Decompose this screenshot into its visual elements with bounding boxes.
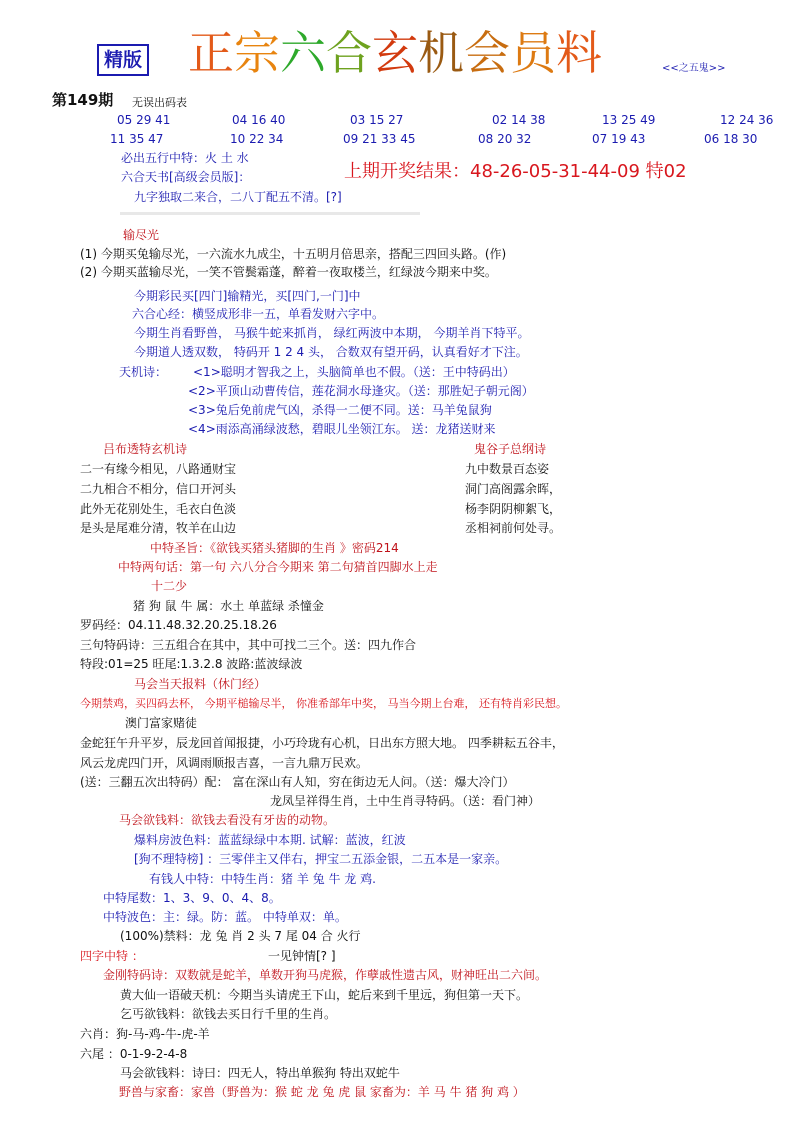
tianshu-label: 六合天书[高级会员版]： xyxy=(121,170,251,184)
title-char: 宗 xyxy=(234,26,280,80)
text-line: 中特波色：主：绿。防：蓝。 中特单双：单。 xyxy=(103,910,347,924)
text-line: 金蛇狂午升平岁，辰龙回首闻报捷，小巧玲珑有心机，日出东方照大地。 四季耕耘五谷丰， xyxy=(80,736,564,750)
faint-rule xyxy=(120,212,420,215)
code-group: 04 16 40 xyxy=(232,113,286,127)
text-line: 爆料房波色料：蓝蓝绿绿中本期. 试解：蓝波，红波 xyxy=(134,833,406,847)
text-line: 三句特码诗：三五组合在其中，其中可找二三个。送：四九作合 xyxy=(80,638,417,652)
tianji-line: <1>聪明才智我之上，头脑简单也不假。（送：王中特码出） xyxy=(193,365,515,379)
poem-right-line: 丞相祠前何处寻。 xyxy=(465,521,562,535)
poem-right-line: 杨李阴阴柳絮飞， xyxy=(465,502,562,516)
code-group: 08 20 32 xyxy=(478,132,532,146)
page-title xyxy=(188,26,602,80)
page-subtitle: <<之五鬼>> xyxy=(662,63,726,74)
title-char: 正 xyxy=(188,26,234,80)
tianshu-text: 九字独取二来合，二八丁配五不清。[?] xyxy=(134,190,342,204)
text-line: 野兽与家畜：家兽（野兽为：猴 蛇 龙 兔 虎 鼠 家畜为：羊 马 牛 猪 狗 鸡 ） xyxy=(119,1085,525,1099)
text-line: 龙凤呈祥得生肖，土中生肖寻特码。（送：看门神） xyxy=(270,794,541,808)
code-group: 12 24 36 xyxy=(720,113,774,127)
poem-left-title: 吕布透特玄机诗 xyxy=(103,442,188,456)
aomen-title: 澳门富家赌徒 xyxy=(125,716,198,730)
title-char: 六 xyxy=(280,26,326,80)
text-line: 金刚特码诗：双数就是蛇羊，单数开狗马虎猴，作孽戚性遗古风，财神旺出二六间。 xyxy=(103,968,548,982)
poem-left-line: 是头是尾难分清，牧羊在山边 xyxy=(80,521,237,535)
zt-title: 中特圣旨：《欲钱买猪头猪脚的生肖 》密码214 xyxy=(150,541,399,555)
text-line: 中特尾数：1、3、9、0、4、8。 xyxy=(103,891,281,905)
text-line: (送：三翻五次出特码）配： 富在深山有人知，穷在街边无人问。（送：爆大冷门） xyxy=(80,775,515,789)
tianji-label: 天机诗： xyxy=(119,365,168,379)
text-line: 今期道人透双数， 特码开 1 2 4 头， 合数双有望开码，认真看好才下注。 xyxy=(134,345,528,359)
code-group: 10 22 34 xyxy=(230,132,284,146)
text-line: 六肖：狗-马-鸡-牛-虎-羊 xyxy=(80,1027,210,1041)
lz-title: 中特两句话：第一句 六八分合今期来 第二句猜首四脚水上走 xyxy=(118,560,438,574)
edition-badge: 精版 xyxy=(97,44,149,76)
szt-label: 四字中特 ： xyxy=(80,949,144,963)
red-long-line: 今期禁鸡，买四码去杯， 今期平槌输尽半， 你准希部年中奖， 马当今期上台难， 还有特肖彩民想。 xyxy=(80,697,567,710)
mahui-title: 马会当天报料（休门经） xyxy=(134,677,267,691)
text-line: 有钱人中特：中特生肖：猪 羊 兔 牛 龙 鸡. xyxy=(149,872,376,886)
issue-label: 第149期 xyxy=(52,91,114,109)
last-result: 上期开奖结果：48-26-05-31-44-09 特02 xyxy=(344,161,687,182)
code-group: 03 15 27 xyxy=(350,113,404,127)
code-group: 07 19 43 xyxy=(592,132,646,146)
shier-title: 十二少 xyxy=(151,579,188,593)
tianji-line: <3>兔后免前虎气凶，杀得一二便不同。送：马羊兔鼠狗 xyxy=(188,403,492,417)
title-char: 合 xyxy=(326,26,372,80)
title-char: 玄 xyxy=(372,26,418,80)
text-line: (100%)禁料：龙 兔 肖 2 头 7 尾 04 合 火行 xyxy=(120,929,361,943)
text-line: 黄大仙一语破天机：今期当头请虎王下山，蛇后来到千里远，狗但第一天下。 xyxy=(120,988,529,1002)
text-line: 猪 狗 鼠 牛 属：水土 单蓝绿 杀憧金 xyxy=(133,599,324,613)
text-line: 乞丐欲钱料：欲钱去买日行千里的生肖。 xyxy=(120,1007,337,1021)
qian-title: 马会欲钱料：欲钱去看没有牙齿的动物。 xyxy=(119,813,336,827)
code-group: 05 29 41 xyxy=(117,113,171,127)
poem-right-title: 鬼谷子总纲诗 xyxy=(474,442,547,456)
wuxing-line: 必出五行中特：火 土 水 xyxy=(121,151,249,165)
code-group: 11 35 47 xyxy=(110,132,164,146)
section-title: 输尽光 xyxy=(123,228,160,242)
title-char: 员 xyxy=(510,26,556,80)
text-line: [狗不理特榜] ：三零伴主又伴右，押宝二五添金银，二五本是一家亲。 xyxy=(134,852,508,866)
text-line: 六尾 ：0-1-9-2-4-8 xyxy=(80,1047,188,1061)
text-line: 罗码经：04.11.48.32.20.25.18.26 xyxy=(80,618,277,632)
code-group: 06 18 30 xyxy=(704,132,758,146)
code-group: 09 21 33 45 xyxy=(343,132,416,146)
title-char: 料 xyxy=(556,26,602,80)
text-line: 特段:01=25 旺尾:1.3.2.8 波路:蓝波绿波 xyxy=(80,657,303,671)
text-line: (1) 今期买兔输尽光，一六流水九成尘，十五明月倍思亲，搭配三四回头路。(作) xyxy=(80,247,507,261)
tianji-line: <4>雨添高涌绿波愁，碧眼儿坐领江东。 送：龙猪送财来 xyxy=(188,422,496,436)
title-char: 会 xyxy=(464,26,510,80)
poem-left-line: 此外无花别处生，毛衣白色淡 xyxy=(80,502,237,516)
code-group: 02 14 38 xyxy=(492,113,546,127)
title-char: 机 xyxy=(418,26,464,80)
text-line: 六合心经：横竖成形非一五，单看发财六字中。 xyxy=(132,307,385,321)
poem-right-line: 洞门高阁露余晖， xyxy=(465,482,562,496)
poem-right-line: 九中数景百态姿 xyxy=(465,462,550,476)
text-line: 今期彩民买[四门]输精光，买[四门,一门]中 xyxy=(134,289,361,303)
issue-note: 无误出码表 xyxy=(132,96,187,109)
text-line: 马会欲钱料：诗曰：四无人，特出单猴狗 特出双蛇牛 xyxy=(120,1066,400,1080)
text-line: 今期生肖看野兽， 马猴牛蛇来抓肖， 绿红两波中本期， 今期羊肖下特平。 xyxy=(134,326,530,340)
code-group: 13 25 49 xyxy=(602,113,656,127)
text-line: 风云龙虎四门开，风调雨顺报吉喜，一言九鼎万民欢。 xyxy=(80,756,369,770)
szt-value: 一见钟情[? ] xyxy=(268,949,336,963)
poem-left-line: 二九相合不相分，信口开河头 xyxy=(80,482,237,496)
text-line: (2) 今期买蓝输尽光，一笑不管鬓霜蓬，醉着一夜取楼兰，红绿波今期来中奖。 xyxy=(80,265,497,279)
tianji-line: <2>平顶山动曹传信，莲花洞水母逢灾。（送：那胜妃子朝元阁） xyxy=(188,384,534,398)
poem-left-line: 二一有缘今相见，八路通财宝 xyxy=(80,462,237,476)
